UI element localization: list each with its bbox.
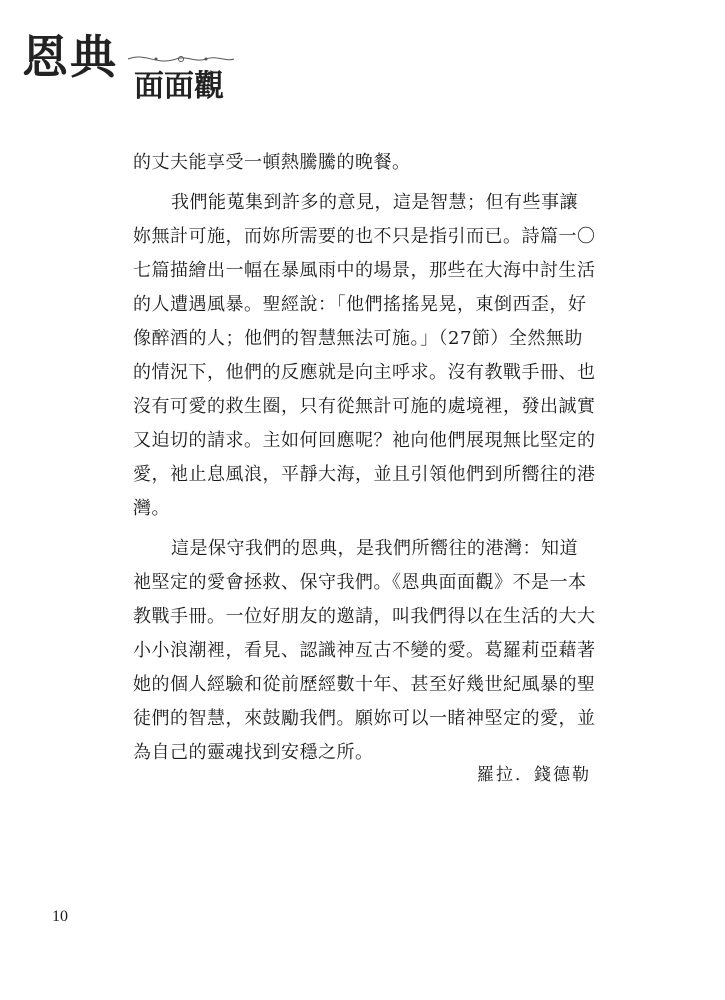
body-text: [133, 146, 596, 770]
text-line: 的丈夫能享受一頓熱騰騰的晚餐。: [133, 152, 411, 173]
text-line: 愛，祂止息風浪，平靜大海，並且引領他們到所嚮往的港: [133, 464, 596, 485]
text-line: 的人遭遇風暴。聖經說：「他們搖搖晃晃，東倒西歪，好: [133, 294, 587, 315]
text-line: 為自己的靈魂找到安穩之所。: [133, 742, 374, 763]
text-line: 小小浪潮裡，看見、認識神亙古不變的愛。葛羅莉亞藉著: [133, 640, 596, 661]
logo-title-main: 恩典: [22, 30, 118, 84]
author-signature: 羅拉．錢德勒: [477, 765, 591, 785]
text-line: 我們能蒐集到許多的意見，這是智慧；但有些事讓: [171, 192, 578, 213]
text-line: 又迫切的請求。主如何回應呢？祂向他們展現無比堅定的: [133, 430, 596, 451]
text-line: 這是保守我們的恩典，是我們所嚮往的港灣：知道: [171, 538, 578, 559]
text-line: 七篇描繪出一幅在暴風雨中的場景，那些在大海中討生活: [133, 260, 596, 281]
text-line: 沒有可愛的救生圈，只有從無計可施的處境裡，發出誠實: [133, 396, 596, 417]
page-number: 10: [52, 908, 68, 925]
book-title-logo: [22, 30, 252, 104]
text-line: 徒們的智慧，來鼓勵我們。願妳可以一睹神堅定的愛，並: [133, 708, 596, 729]
text-line: 她的個人經驗和從前歷經數十年、甚至好幾世紀風暴的聖: [133, 674, 596, 695]
logo-title-sub: 面面觀: [134, 69, 224, 104]
text-line: 的情況下，他們的反應就是向主呼求。沒有教戰手冊、也: [133, 362, 596, 383]
ornament-flourish-icon: [126, 52, 236, 66]
text-line: 教戰手冊。一位好朋友的邀請，叫我們得以在生活的大大: [133, 606, 596, 627]
text-line: 像醉酒的人；他們的智慧無法可施。」（27節）全然無助: [133, 328, 583, 349]
text-line: 灣。: [133, 498, 170, 519]
text-line: 祂堅定的愛會拯救、保守我們。《恩典面面觀》不是一本: [133, 572, 587, 593]
text-line: 妳無計可施，而妳所需要的也不只是指引而已。詩篇一〇: [133, 226, 596, 247]
